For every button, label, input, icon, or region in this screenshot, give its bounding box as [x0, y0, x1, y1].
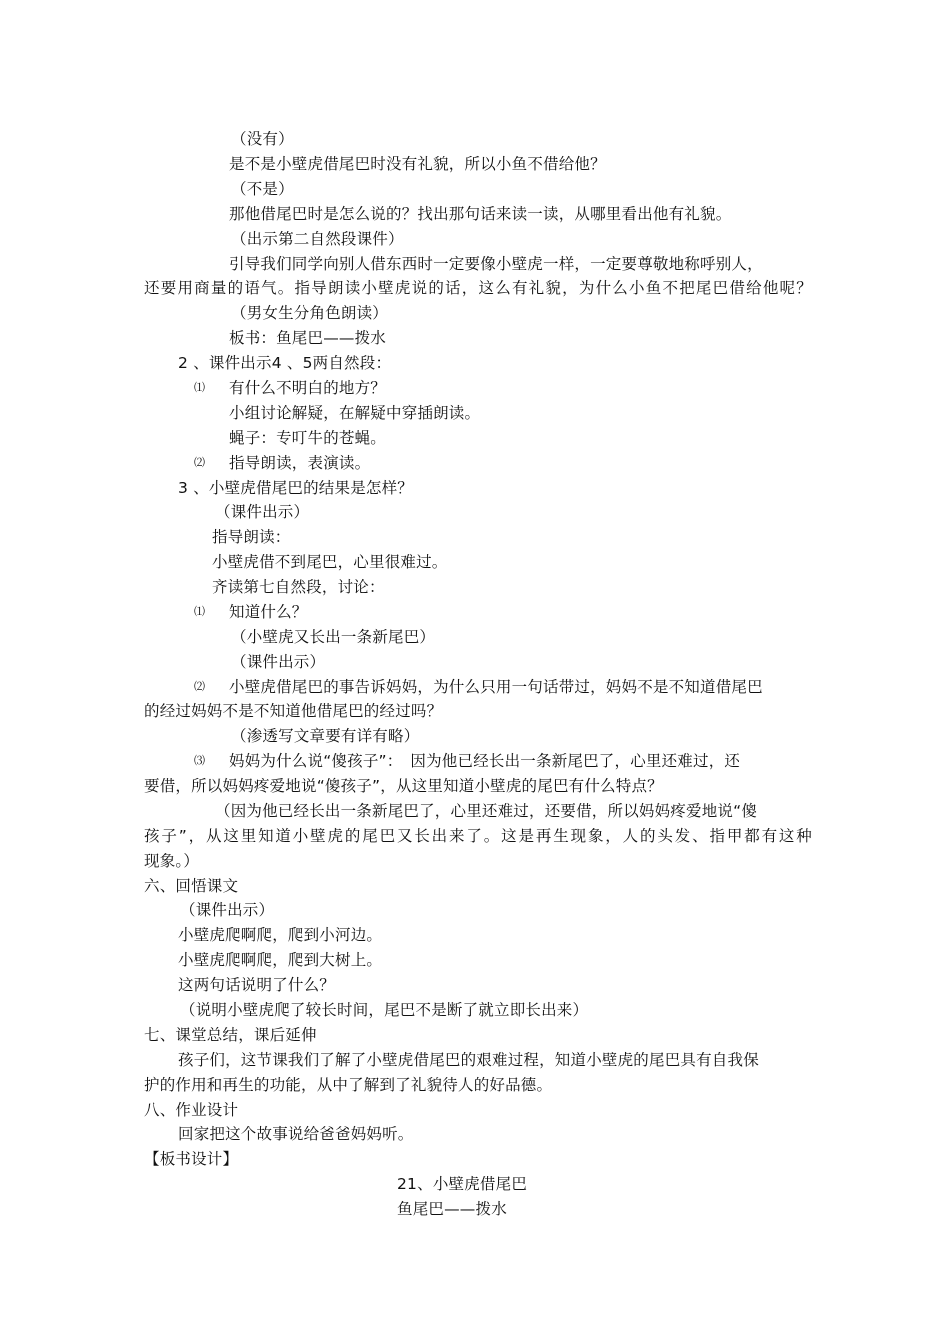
- list-number: ⑴: [194, 605, 206, 618]
- text-line: 有什么不明白的地方？: [229, 379, 387, 397]
- list-number: ⑶: [194, 754, 206, 767]
- text-line: 护的作用和再生的功能，从中了解到了礼貌待人的好品德。: [144, 1076, 553, 1094]
- text-line: 知道什么？: [229, 603, 308, 621]
- text-line: （课件出示）: [180, 901, 275, 919]
- text-line: 那他借尾巴时是怎么说的？找出那句话来读一读，从哪里看出他有礼貌。: [229, 205, 732, 223]
- text-line: 这两句话说明了什么？: [178, 976, 336, 994]
- text-line: （不是）: [231, 180, 294, 198]
- text-line: 回家把这个故事说给爸爸妈妈听。: [178, 1125, 414, 1143]
- text-line: （课件出示）: [215, 503, 310, 521]
- text-line: 小组讨论解疑，在解疑中穿插朗读。: [229, 404, 481, 422]
- section-heading: 六、回悟课文: [144, 877, 239, 895]
- section-heading: 八、作业设计: [144, 1101, 239, 1119]
- text-line: 是不是小壁虎借尾巴时没有礼貌，所以小鱼不借给他？: [229, 155, 606, 173]
- section-heading: 【板书设计】: [144, 1150, 239, 1168]
- text-line: 孩子”，从这里知道小壁虎的尾巴又长出来了。这是再生现象，人的头发、指甲都有这种: [144, 827, 812, 845]
- board-item: 鱼尾巴——拨水: [397, 1200, 507, 1218]
- text-line: （课件出示）: [231, 653, 326, 671]
- text-line: 现象。）: [144, 852, 200, 870]
- text-line: 齐读第七自然段，讨论：: [212, 578, 385, 596]
- text-line: （男女生分角色朗读）: [231, 304, 389, 322]
- text-line: 蝇子：专叮牛的苍蝇。: [229, 429, 387, 447]
- text-line: （说明小壁虎爬了较长时间，尾巴不是断了就立即长出来）: [180, 1001, 589, 1019]
- text-line: （没有）: [231, 130, 294, 148]
- text-line: 的经过妈妈不是不知道他借尾巴的经过吗？: [144, 702, 443, 720]
- section-heading: 七、课堂总结，课后延伸: [144, 1026, 317, 1044]
- text-line: 小壁虎爬啊爬，爬到大树上。: [178, 951, 383, 969]
- text-line: （小壁虎又长出一条新尾巴）: [231, 628, 436, 646]
- text-line: 指导朗读：: [212, 528, 291, 546]
- text-line: （出示第二自然段课件）: [231, 230, 404, 248]
- section-item: 3 、小壁虎借尾巴的结果是怎样？: [178, 479, 413, 497]
- text-line: 小壁虎借尾巴的事告诉妈妈，为什么只用一句话带过，妈妈不是不知道借尾巴: [229, 678, 763, 696]
- text-line: 要借，所以妈妈疼爱地说“傻孩子”，从这里知道小壁虎的尾巴有什么特点？: [144, 777, 663, 795]
- text-line: （因为他已经长出一条新尾巴了，心里还难过，还要借，所以妈妈疼爱地说“傻: [215, 802, 758, 820]
- text-line: 小壁虎爬啊爬，爬到小河边。: [178, 926, 383, 944]
- text-line: 还要用商量的语气。指导朗读小壁虎说的话，这么有礼貌，为什么小鱼不把尾巴借给他呢？: [144, 279, 812, 297]
- text-line: （渗透写文章要有详有略）: [231, 727, 420, 745]
- list-number: ⑵: [194, 456, 206, 469]
- text-line: 孩子们，这节课我们了解了小壁虎借尾巴的艰难过程，知道小壁虎的尾巴具有自我保: [178, 1051, 759, 1069]
- board-title: 21、小壁虎借尾巴: [397, 1175, 528, 1193]
- section-item: 2 、课件出示4 、5两自然段：: [178, 354, 392, 372]
- text-line: 板书：鱼尾巴——拨水: [229, 329, 387, 347]
- text-line: 引导我们同学向别人借东西时一定要像小壁虎一样，一定要尊敬地称呼别人，: [229, 255, 763, 273]
- text-line: 妈妈为什么说“傻孩子”： 因为他已经长出一条新尾巴了，心里还难过，还: [229, 752, 741, 770]
- text-line: 小壁虎借不到尾巴，心里很难过。: [212, 553, 448, 571]
- text-line: 指导朗读，表演读。: [229, 454, 371, 472]
- list-number: ⑵: [194, 680, 206, 693]
- list-number: ⑴: [194, 381, 206, 394]
